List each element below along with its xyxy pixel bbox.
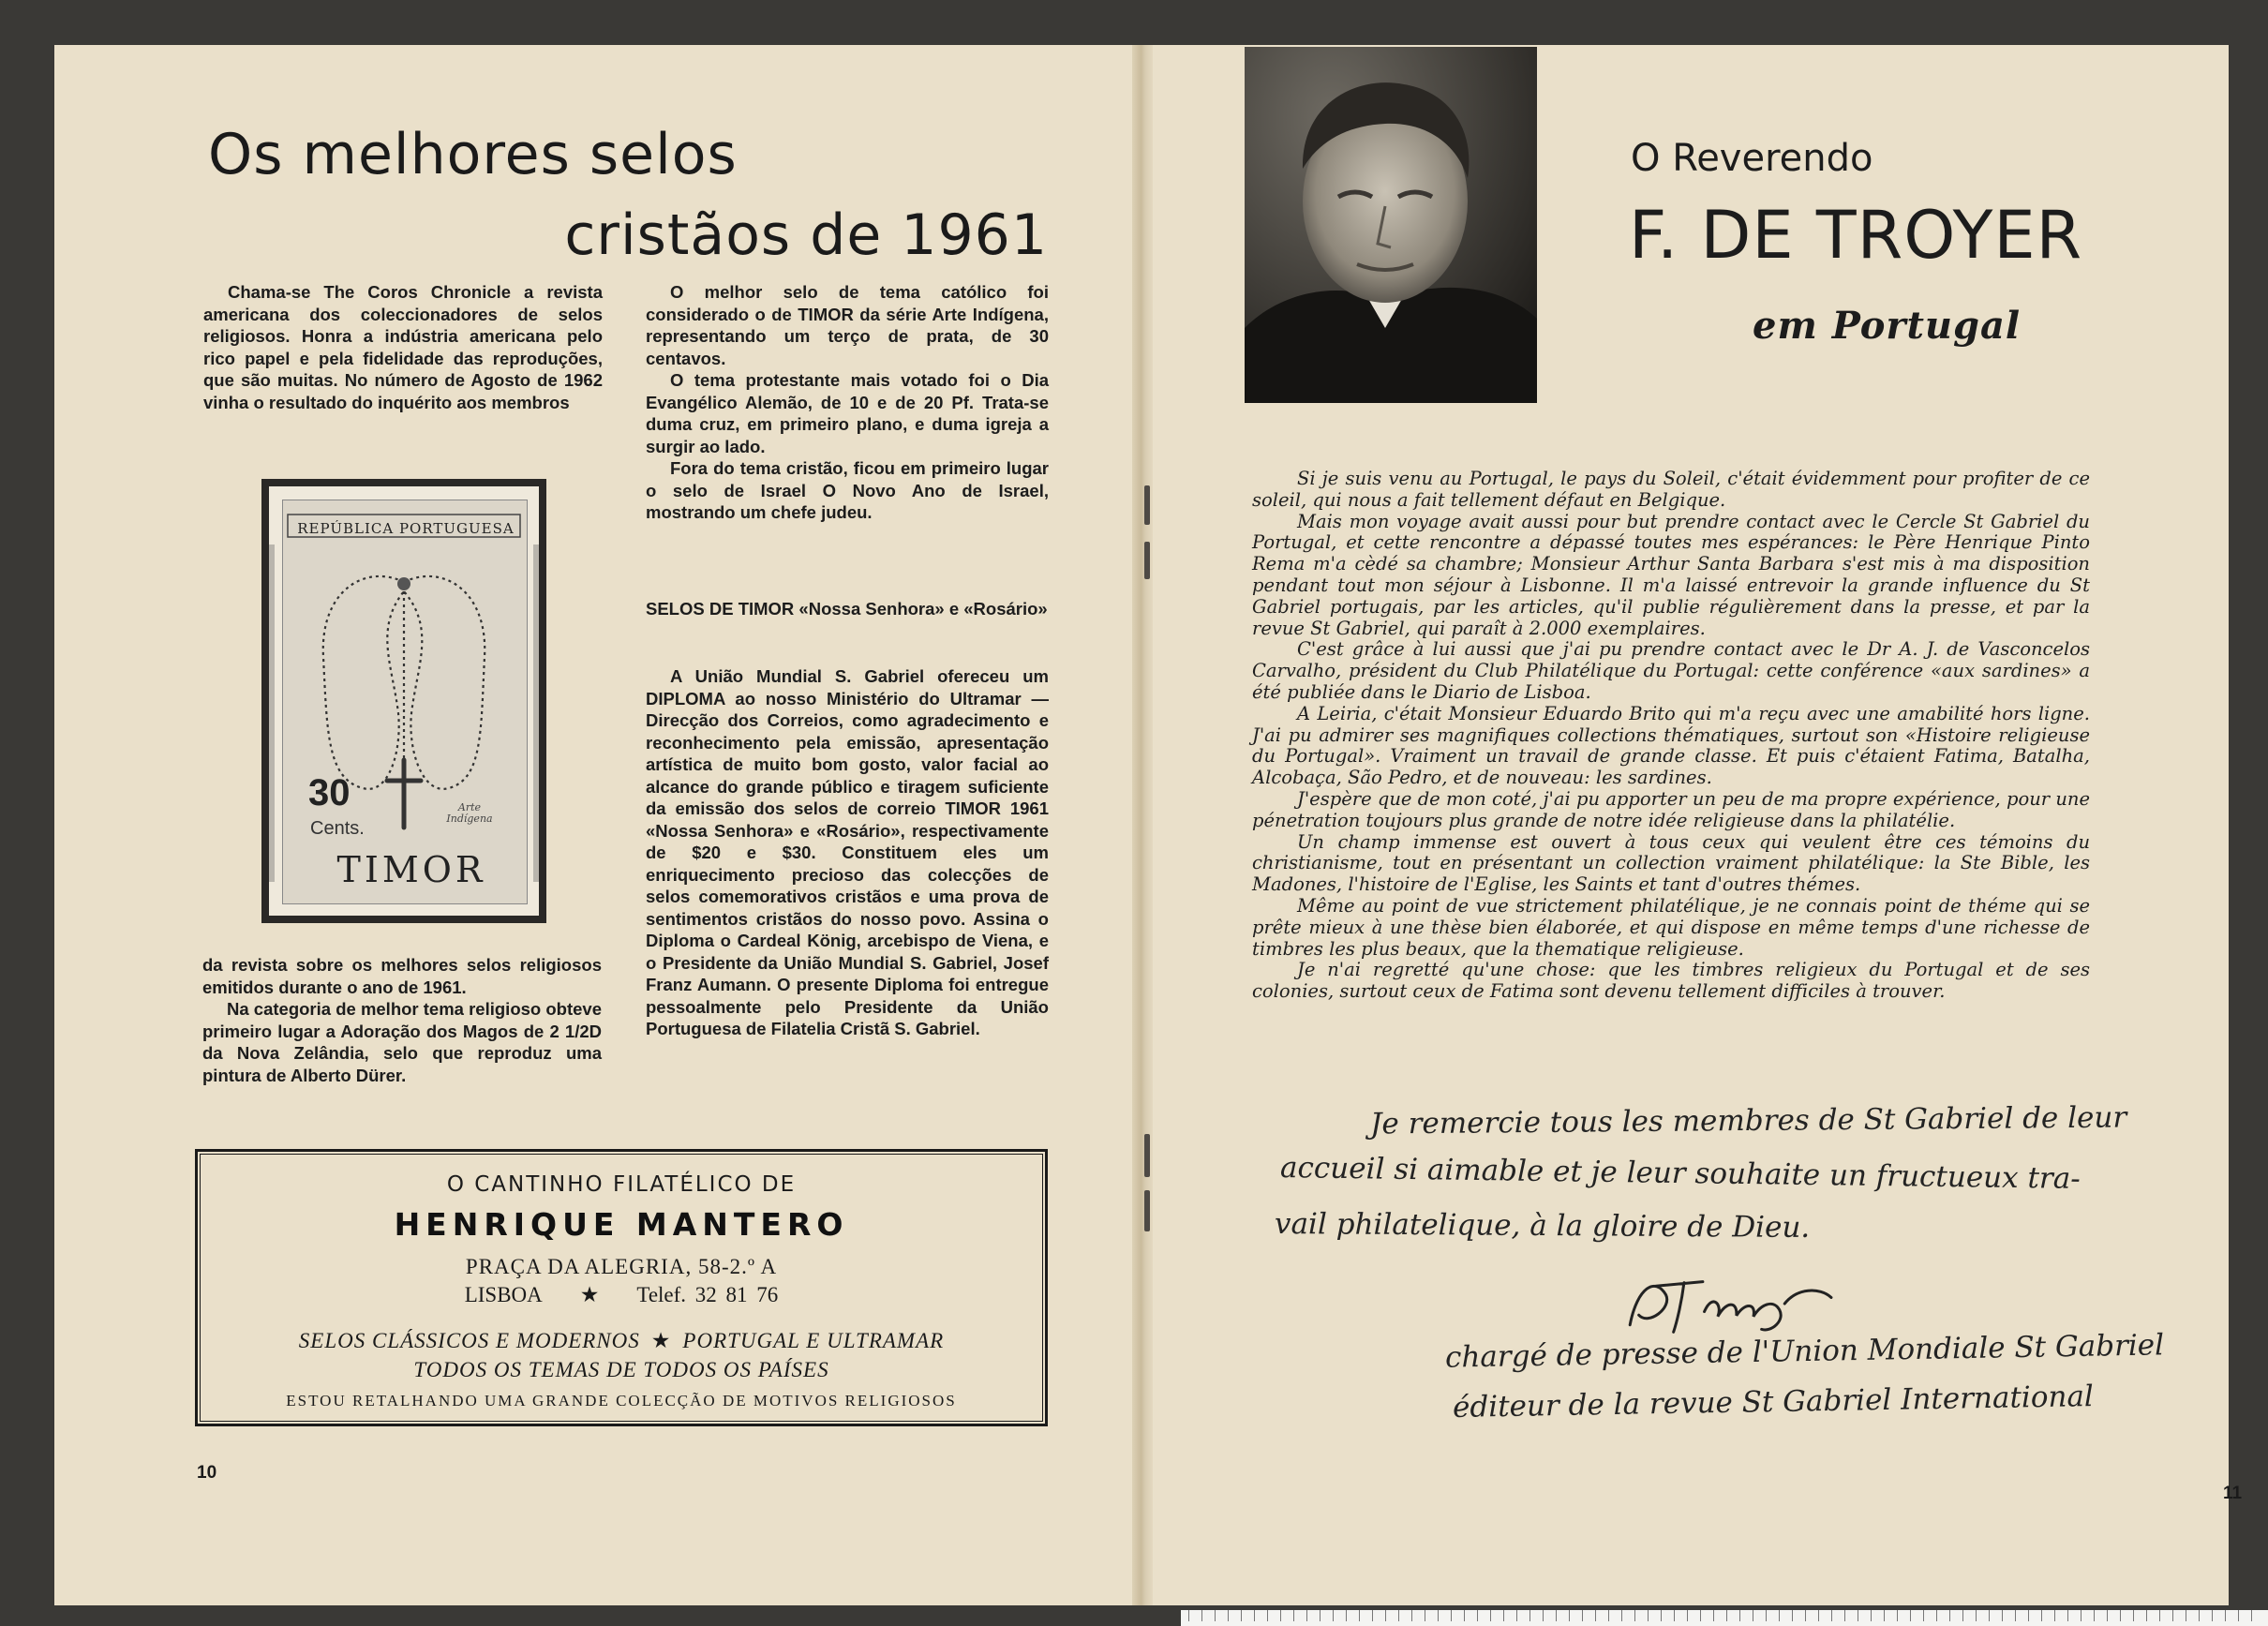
portrait-icon (1245, 47, 1537, 403)
paragraph: Même au point de vue strictement philatélique, je ne connais point de théme qui se prête mieux à une thèse bien élaborée, et qui dispose en même temps d'une richesse de timbres les plus beaux, que la thematique religieuse. (1252, 894, 2090, 960)
stamp-unit: Cents. (310, 818, 365, 839)
open-booklet (54, 45, 2243, 1605)
paragraph: Fora do tema cristão, ficou em primeiro lugar o selo de Israel O Novo Ano de Israel, mostrando um chefe judeu. (646, 458, 1049, 522)
paragraph: Chama-se The Coros Chronicle a revista americana dos coleccionadores de selos religiosos. Honra a indústria americana pelo rico papel e pela fidelidade das reproduções, que são muitas. No número de Agosto de 1962 vinha o resultado do inquérito aos membros (203, 282, 603, 412)
ad-heading: O CANTINHO FILATÉLICO DE (446, 1172, 797, 1197)
ad-city-phone (198, 1283, 1045, 1307)
spine (1132, 45, 1155, 1605)
paragraph: da revista sobre os melhores selos religiosos emitidos durante o ano de 1961. (202, 955, 602, 997)
ad-footer: ESTOU RETALHANDO UMA GRANDE COLECÇÃO DE MOTIVOS RELIGIOSOS (286, 1392, 957, 1410)
scan-ruler-ticks (1188, 1610, 2257, 1621)
ad-tagline-b: PORTUGAL E ULTRAMAR (682, 1329, 945, 1352)
paragraph: Je n'ai regretté qu'une chose: que les timbres religieux du Portugal et de ses colonies, surtout ceux de Fatima sont devenu tellement difficiles à trouver. (1252, 959, 2090, 1003)
staple (1144, 542, 1150, 579)
paragraph: C'est grâce à lui aussi que j'ai pu prendre contact avec le Dr A. J. de Vasconcelos Carvalho, président du Club Philatélique du Portugal: cette conférence «aux sardines» a été publiée dans le Diario de Lisboa. (1252, 638, 2090, 703)
paragraph: Na categoria de melhor tema religioso obteve primeiro lugar a Adoração dos Magos de 2 1/2D da Nova Zelândia, selo que reproduz uma pintura de Alberto Dürer. (202, 999, 602, 1085)
star-icon: ★ (650, 1329, 672, 1352)
paragraph: J'espère que de mon coté, j'ai pu apporter un peu de ma propre expérience, pour une pénetration toujours plus grande de notre idée religieuse dans la philatélie. (1252, 787, 2090, 831)
handwritten-line: chargé de presse de l'Union Mondiale St Gabriel (1444, 1328, 2165, 1375)
article-col-a (203, 281, 603, 413)
article-col-b (202, 954, 602, 1086)
handwritten-line: éditeur de la revue St Gabriel International (1452, 1380, 2095, 1425)
article-col-c (646, 281, 1049, 524)
section-heading (646, 598, 1049, 620)
stamp-country: REPÚBLICA PORTUGUESA (297, 520, 515, 537)
star-icon: ★ (579, 1283, 600, 1306)
reverend-label: O Reverendo (1631, 137, 1873, 180)
left-page (54, 45, 1134, 1605)
page-number: 11 (2223, 1484, 2243, 1503)
ad-themes: TODOS OS TEMAS DE TODOS OS PAÍSES (413, 1358, 829, 1381)
paragraph: Un champ immense est ouvert à tous ceux qui veulent être ces témoins du christianisme, tout en présentant un collection vraiment philatélique: la Ste Bible, les Madones, l'histoire de l'Eglise, les Saints et tant d'outres thémes. (1252, 830, 2090, 896)
ad-business-name: HENRIQUE MANTERO (394, 1206, 849, 1243)
handwritten-line: Je remercie tous les membres de St Gabriel de leur (1369, 1100, 2127, 1141)
stamp-value: 30 (308, 772, 351, 813)
paragraph: Mais mon voyage avait aussi pour but prendre contact avec le Cercle St Gabriel du Portugal, et cette rencontre a dépassé toutes mes espérances: le Père Henrique Pinto Rema m'a cèdé sa chambre; Monsieur Arthur Santa Barbara s'est mis à ma disposition pendant tout mon séjour à Lisbonne. Il m'a laissé entrevoir la grande influence du St Gabriel portugais, par les articles, qu'il publie régulièrement dans la presse, et par la revue St Gabriel, qui paraît à 2.000 exemplaires. (1252, 510, 2090, 639)
portrait-photo (1245, 47, 1537, 403)
ad-tagline-a: SELOS CLÁSSICOS E MODERNOS (298, 1329, 640, 1352)
subtitle: em Portugal (1753, 304, 2022, 348)
page-number: 10 (197, 1463, 217, 1483)
paragraph: A Leiria, c'était Monsieur Eduardo Brito qui m'a reçu avec une amabilité hors ligne. J'ai pu admirer ses magnifiques collections thématiques, surtout son «Histoire religieuse du Portugal». Vraiment un travail de grande classe. Et puis c'étaient Fatima, Batalha, Alcobaça, São Pedro, et de nouveau: les sardines. (1252, 702, 2090, 789)
handwritten-line: accueil si aimable et je leur souhaite un fructueux tra- (1279, 1151, 2081, 1196)
handwritten-line: vail philatelique, à la gloire de Dieu. (1274, 1207, 1811, 1245)
paragraph: O tema protestante mais votado foi o Dia Evangélico Alemão, de 10 e de 20 Pf. Trata-se duma cruz, em primeiro plano, e duma igreja a surgir ao lado. (646, 370, 1049, 456)
stamp-name: TIMOR (336, 849, 486, 890)
person-name: F. DE TROYER (1629, 197, 2083, 274)
ad-tagline (198, 1329, 1045, 1353)
signature (1618, 1258, 1846, 1344)
paragraph: O melhor selo de tema católico foi considerado o de TIMOR da série Arte Indígena, representando um terço de prata, de 30 centavos. (646, 282, 1049, 368)
staple (1144, 1134, 1150, 1177)
article-title-line1: Os melhores selos (208, 122, 738, 187)
right-page (1153, 45, 2243, 1605)
ad-phone: Telef. 32 81 76 (636, 1283, 779, 1306)
staple (1144, 1190, 1150, 1231)
ad-address: PRAÇA DA ALEGRIA, 58-2.º A (465, 1255, 778, 1278)
advertisement-box (195, 1149, 1048, 1426)
timor-stamp-image (261, 479, 546, 923)
ad-city: LISBOA (464, 1283, 543, 1306)
staple (1144, 485, 1150, 525)
article-title-line2: cristãos de 1961 (564, 202, 1048, 268)
paragraph: Si je suis venu au Portugal, le pays du Soleil, c'était évidemment pour profiter de ce soleil, qui nous a fait tellement défaut en Belgique. (1252, 468, 2090, 511)
letter-body (1252, 469, 2090, 1003)
stamp-series: Arte Indígena (446, 801, 493, 825)
article-col-e (646, 665, 1049, 1040)
paragraph: A União Mundial S. Gabriel ofereceu um DIPLOMA ao nosso Ministério do Ultramar — Direcção dos Correios, como agradecimento e reconhecimento pela emissão, apresentação artística de muito bom gosto, valor facial ao alcance do grande público e tiragem suficiente da emissão dos selos de correio TIMOR 1961 «Nossa Senhora» e «Rosário», respectivamente de $20 e $30. Constituem eles um enriquecimento precioso das colecções de selos comemorativos cristãos e uma prova de sentimentos cristãos do nosso povo. Assina o Diploma o Cardeal König, arcebispo de Viena, e o Presidente da União Mundial S. Gabriel, Josef Franz Aumann. O presente Diploma foi entregue pessoalmente pelo Presidente da União Portuguesa de Filatelia Cristã S. Gabriel. (646, 666, 1049, 1038)
heading-text: SELOS DE TIMOR «Nossa Senhora» e «Rosário» (646, 599, 1048, 619)
